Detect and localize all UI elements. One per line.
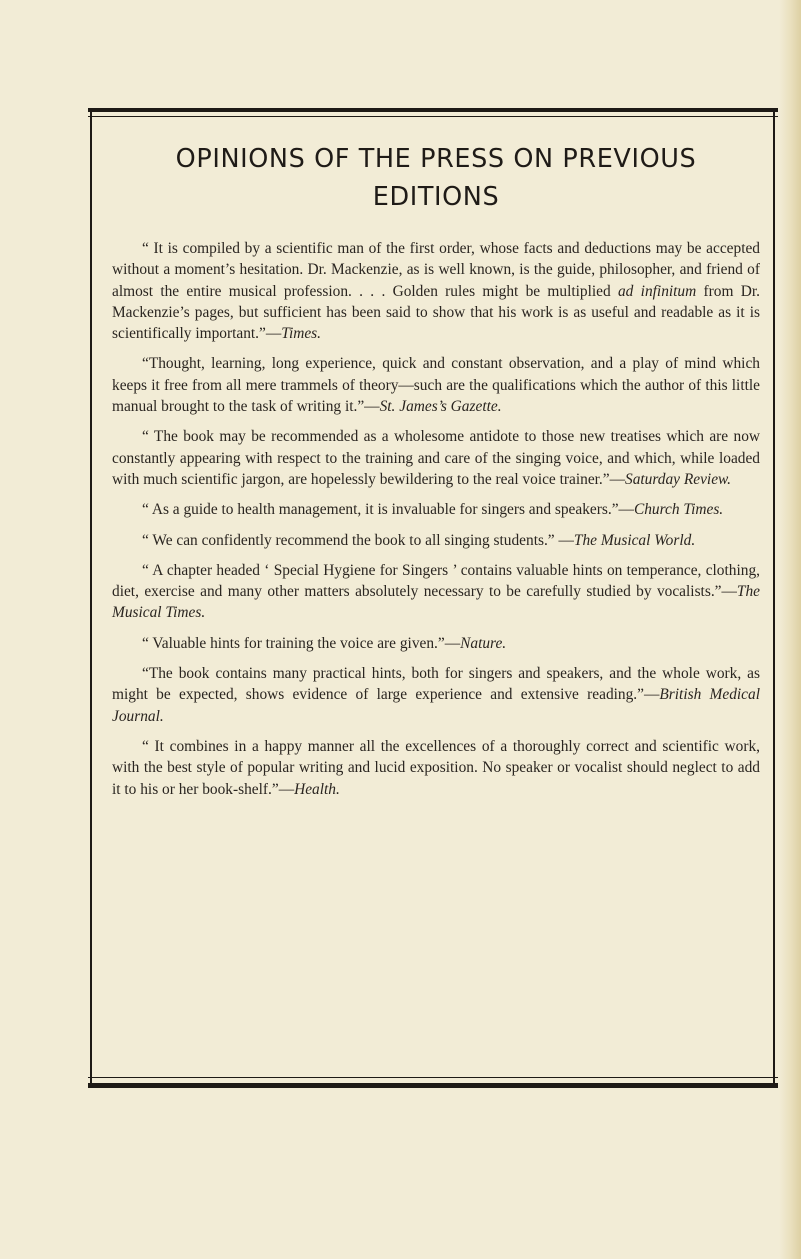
page-title-line-2: EDITIONS — [372, 182, 500, 212]
quote-times — [112, 238, 760, 344]
quote-saturday-review — [112, 426, 760, 490]
quote-source: Times. — [281, 325, 322, 343]
quote-british-medical-journal — [112, 663, 760, 727]
quote-text: “The book contains many practical hints, both for singers and speakers, and the whole work, as might be expected, shows evidence of large experience and extensive reading.”— — [112, 665, 760, 704]
quote-source: Nature. — [460, 634, 507, 652]
quote-latin-phrase: ad infinitum — [617, 282, 697, 300]
quote-text-continued: from Dr. Mackenzie’s pages, but sufficient has been said to show that his work is as useful and readable as it is scientifically important.”— — [112, 282, 760, 343]
top-rule-thin — [88, 116, 778, 117]
quote-text: “ As a guide to health management, it is invaluable for singers and speakers.”— — [142, 501, 634, 519]
quote-musical-world — [112, 530, 760, 551]
quote-text: “ Valuable hints for training the voice are given.”— — [142, 634, 461, 652]
quote-nature — [112, 633, 760, 654]
quote-source: Church Times. — [633, 501, 724, 519]
quote-source: Saturday Review. — [625, 470, 731, 488]
page-title-line-1: OPINIONS OF THE PRESS ON PREVIOUS — [175, 144, 697, 174]
page-title — [112, 140, 760, 216]
page-edge — [779, 0, 801, 1259]
top-rule — [88, 108, 778, 112]
quote-musical-times — [112, 560, 760, 624]
quote-text: “ The book may be recommended as a wholesome antidote to those new treatises which are now constantly appearing with respect to the training and care of the singing voice, and which, while loaded with much scientific jargon, are hopelessly bewildering to the real voice trainer.”— — [112, 428, 760, 488]
quote-source: Health. — [294, 780, 340, 798]
bottom-rule-thin — [88, 1077, 778, 1078]
quote-health — [112, 736, 760, 800]
quote-source: The Musical World. — [573, 531, 696, 549]
quote-church-times — [112, 499, 760, 520]
quote-text: “ It combines in a happy manner all the excellences of a thoroughly correct and scientific work, with the best style of popular writing and lucid exposition. No speaker or vocalist should neglect to add it to his or her book-shelf.”— — [112, 737, 760, 798]
quote-text: “ We can confidently recommend the book to all singing students.” — — [142, 531, 574, 549]
quote-source: The Musical Times. — [112, 583, 760, 622]
quote-text: “ A chapter headed ‘ Special Hygiene for Singers ’ contains valuable hints on temperance, clothing, diet, exercise and many other matters absolutely necessary to be carefully studied by vocalists.”— — [112, 561, 760, 601]
quote-text: “Thought, learning, long experience, quick and constant observation, and a play of mind which keeps it free from all mere trammels of theory—such are the qualifications which the author of this little manual brought to the task of writing it.”— — [112, 355, 760, 416]
press-opinions — [112, 140, 760, 809]
quote-source: St. James’s Gazette. — [379, 398, 502, 416]
bottom-rule — [88, 1083, 778, 1088]
quote-text: “ It is compiled by a scientific man of the first order, whose facts and deductions may be accepted without a moment’s hesitation. Dr. Mackenzie, as is well known, is the guide, philosopher, and friend of almost the entire musical profession. . . . Golden rules might be multiplied — [112, 240, 760, 300]
quote-source: British Medical Journal. — [112, 686, 760, 725]
quote-st-jamess-gazette — [112, 353, 760, 417]
